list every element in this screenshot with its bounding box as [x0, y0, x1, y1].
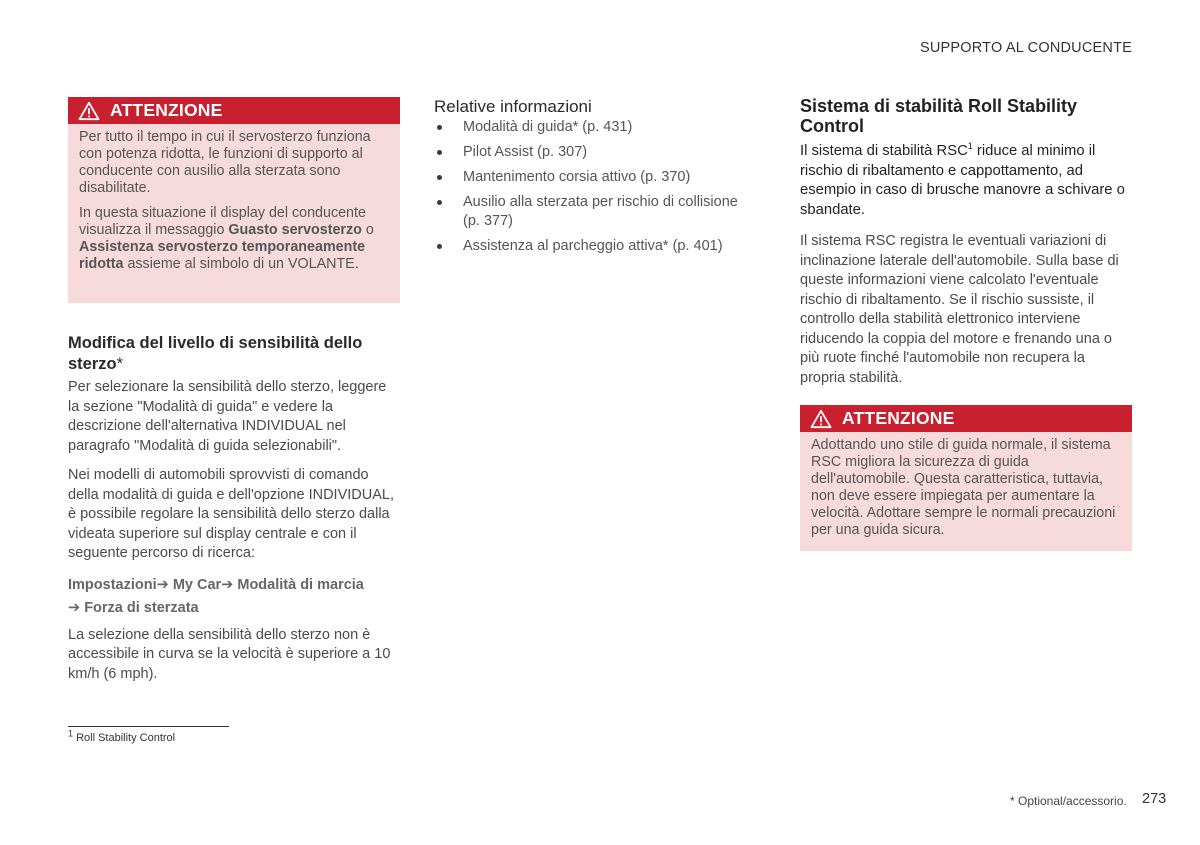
footnote-rule — [68, 726, 229, 727]
warning-text: Per tutto il tempo in cui il servosterzo funziona con potenza ridotta, le funzioni di supporto al conducente con ausilio alla sterzata sono disabilitate. — [79, 129, 371, 196]
footnote-ref: 1 — [967, 141, 973, 152]
message-assistenza-ridotta: Assistenza servosterzo temporaneamente ridotta — [79, 239, 366, 272]
section-header: SUPPORTO AL CONDUCENTE — [919, 40, 1132, 56]
paragraph: Il sistema RSC registra le eventuali variazioni di inclinazione laterale dell'automobile. Sulla base di queste informazioni viene calcolato l'eventuale rischio di ribaltamento. Se il rischio sussiste, il controllo della stabilità elettronico interviene riducendo la coppia del motore e frenando una o più ruote finché l'automobile non recupera la propria stabilità. — [800, 233, 1119, 386]
warning-header — [800, 405, 1132, 432]
related-links — [434, 118, 754, 256]
section-heading-rsc: Sistema di stabilità Roll Stability Control — [800, 96, 1078, 136]
warning-text: Adottando uno stile di guida normale, il sistema RSC migliora la sicurezza di guida dell'automobile. Questa caratteristica, tuttavia, non deve essere impiegata per aumentare la velocità. Adottare sempre le normali precauzioni per una guida sicura. — [811, 437, 1116, 538]
lead-paragraph: Il sistema di stabilità RSC$^1$ riduce al minimo il rischio di ribaltamento e cappottamento, ad esempio in caso di brusche manovre a schivare o sbandate. — [800, 141, 1125, 218]
arrow-right-icon: ➔ — [156, 576, 169, 593]
warning-box — [68, 97, 400, 303]
warning-triangle-icon — [78, 101, 100, 121]
arrow-right-icon: ➔ — [68, 599, 81, 616]
related-link[interactable]: Mantenimento corsia attivo (p. 370) — [434, 168, 754, 187]
section-heading-sensibilita: Modifica del livello di sensibilità dello sterzo* — [68, 334, 363, 373]
related-link[interactable]: Pilot Assist (p. 307) — [434, 143, 754, 162]
warning-title: ATTENZIONE — [842, 408, 955, 428]
settings-path: Impostazioni➔ My Car➔ Modalità di marcia ➔ Forza di sterzata — [68, 576, 364, 616]
warning-text-2: In questa situazione il display del conducente visualizza il messaggio Guasto servosterzo o Assistenza servosterzo temporaneamente ridotta assieme al simbolo di un VOLANTE. — [79, 205, 374, 272]
related-info-heading: Relative informazioni — [434, 97, 592, 116]
footnote: $^1$ Roll Stability Control — [68, 728, 176, 744]
paragraph: Per selezionare la sensibilità dello sterzo, leggere la sezione "Modalità di guida" e vedere la descrizione dell'alternativa INDIVIDUAL nel paragrafo "Modalità di guida selezionabili". — [68, 379, 387, 454]
warning-title: ATTENZIONE — [110, 100, 223, 120]
warning-box — [800, 405, 1132, 551]
arrow-right-icon: ➔ — [221, 576, 234, 593]
page-number: 273 — [1142, 791, 1167, 807]
related-link[interactable]: Assistenza al parcheggio attiva* (p. 401) — [434, 237, 754, 256]
optional-note: * Optional/accessorio. — [1010, 794, 1127, 808]
message-guasto-servosterzo: Guasto servosterzo — [228, 222, 362, 238]
paragraph: Nei modelli di automobili sprovvisti di comando della modalità di guida e dell'opzione INDIVIDUAL, è possibile regolare la sensibilità dello sterzo dalla videata superiore sul display centrale e con il seguente percorso di ricerca: — [68, 467, 394, 561]
paragraph: La selezione della sensibilità dello sterzo non è accessibile in curva se la velocità è superiore a 10 km/h (6 mph). — [68, 626, 391, 682]
related-link[interactable]: Modalità di guida* (p. 431) — [434, 118, 754, 137]
warning-header — [68, 97, 400, 124]
warning-triangle-icon — [810, 409, 832, 429]
related-link[interactable]: Ausilio alla sterzata per rischio di collisione (p. 377) — [434, 193, 754, 231]
